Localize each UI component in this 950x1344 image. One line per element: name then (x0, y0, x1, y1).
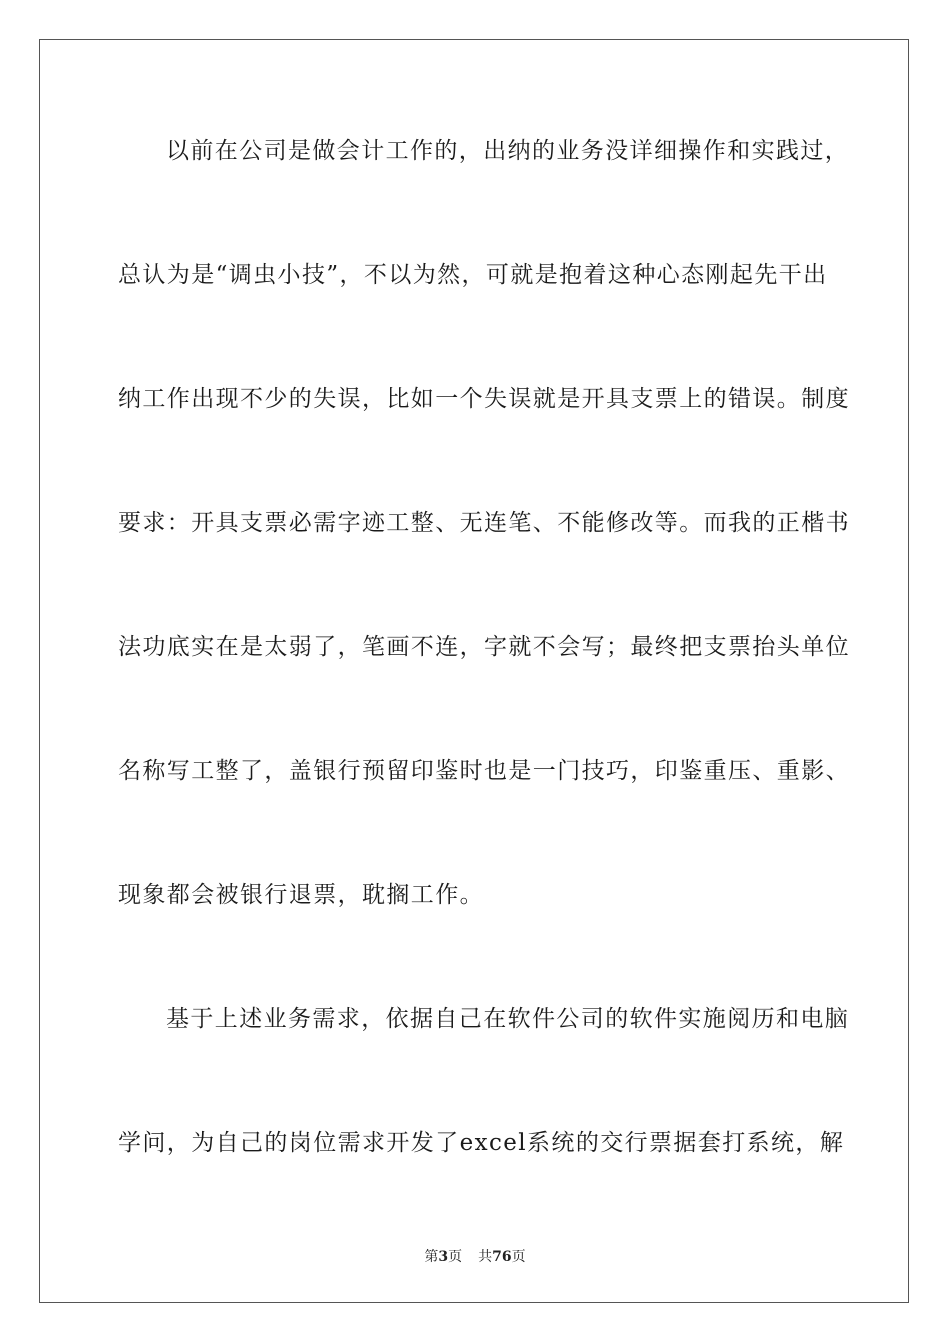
page-border (39, 39, 909, 1303)
text-line: 学问，为自己的岗位需求开发了excel系统的交行票据套打系统，解 (118, 1130, 845, 1156)
total-suffix: 页 (511, 1249, 526, 1265)
page-footer (0, 1247, 950, 1267)
total-prefix: 共 (478, 1249, 493, 1265)
text-line: 基于上述业务需求，依据自己在软件公司的软件实施阅历和电脑 (166, 1006, 850, 1032)
text-line: 法功底实在是太弱了，笔画不连，字就不会写；最终把支票抬头单位 (118, 634, 850, 660)
total-pages: 76 (492, 1249, 512, 1265)
page-prefix: 第 (424, 1249, 439, 1265)
page-number: 3 (438, 1249, 449, 1265)
text-line: 以前在公司是做会计工作的，出纳的业务没详细操作和实践过， (166, 138, 850, 164)
text-line: 名称写工整了，盖银行预留印鉴时也是一门技巧，印鉴重压、重影、 (118, 758, 850, 784)
text-line: 要求：开具支票必需字迹工整、无连笔、不能修改等。而我的正楷书 (118, 510, 850, 536)
text-line: 纳工作出现不少的失误，比如一个失误就是开具支票上的错误。制度 (118, 386, 850, 412)
text-line: 总认为是“调虫小技”，不以为然，可就是抱着这种心态刚起先干出 (118, 262, 828, 288)
page-suffix: 页 (448, 1249, 463, 1265)
text-line: 现象都会被银行退票，耽搁工作。 (118, 882, 484, 908)
